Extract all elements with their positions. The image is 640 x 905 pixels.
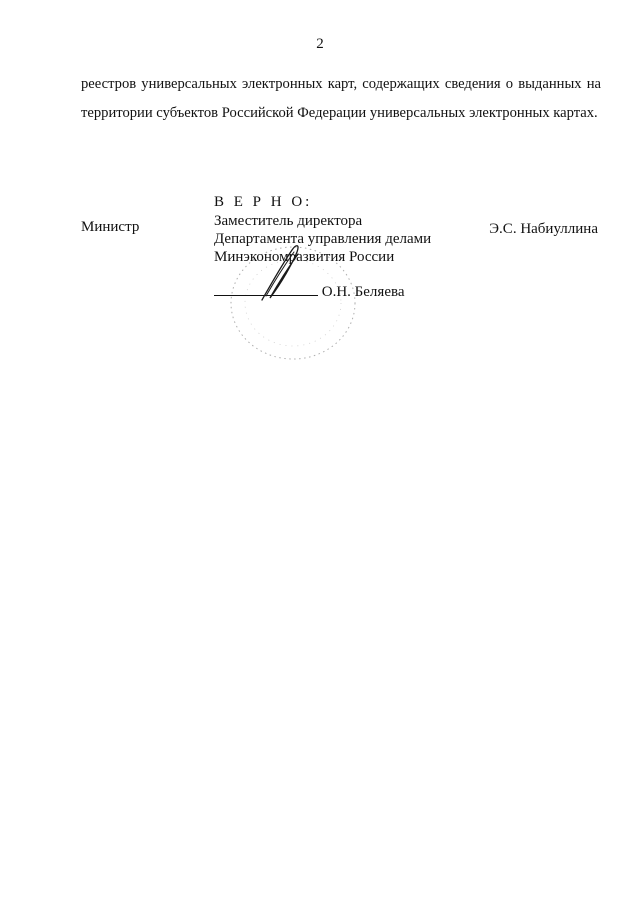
body-paragraph-block bbox=[81, 70, 601, 128]
certification-position-line: Минэкономразвития России bbox=[214, 249, 395, 265]
signer-name: О.Н. Беляева bbox=[321, 284, 405, 300]
minister-name: Э.С. Набиуллина bbox=[489, 221, 598, 237]
certification-heading: В Е Р Н О: bbox=[214, 194, 313, 210]
certification-position-line: Департамента управления делами bbox=[214, 231, 432, 247]
handwritten-signature-icon bbox=[240, 238, 320, 308]
body-paragraph: реестров универсальных электронных карт, содержащих сведения о выданных на территории субъектов Российской Федерации универсальных электронных картах. bbox=[81, 76, 601, 121]
page-number: 2 bbox=[316, 36, 324, 52]
minister-title: Министр bbox=[81, 219, 140, 235]
certification-position-line: Заместитель директора bbox=[214, 213, 363, 229]
